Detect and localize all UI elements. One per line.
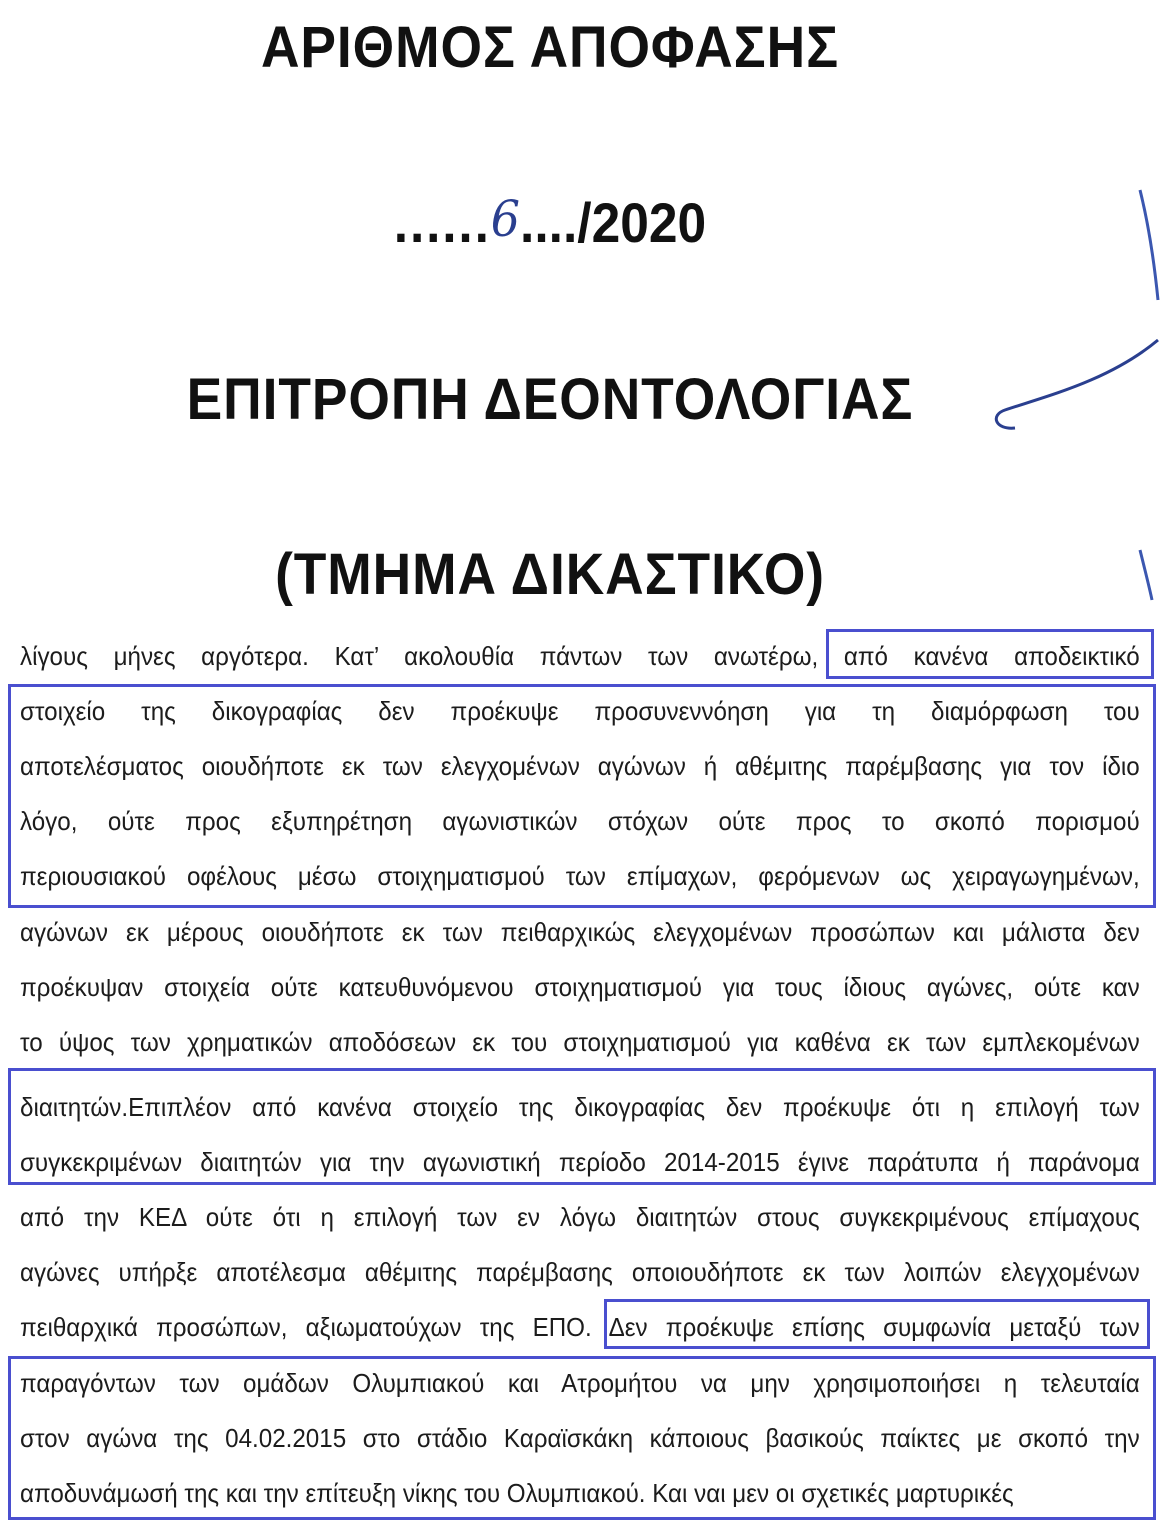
committee-heading: ΕΠΙΤΡΟΠΗ ΔΕΟΝΤΟΛΟΓΙΑΣ (186, 367, 914, 432)
decision-number-line (44, 190, 1056, 255)
text-line: διαιτητών.Επιπλέον από κανένα στοιχείο της δικογραφίας δεν προέκυψε ότι η επιλογή των (20, 1092, 1140, 1122)
text-line: περιουσιακού οφέλους μέσω στοιχηματισμού των επίμαχων, φερόμενων ως χειραγωγημένων, (20, 861, 1140, 891)
text-line: στον αγώνα της 04.02.2015 στο στάδιο Καραϊσκάκη κάποιους βασικούς παίκτες με σκοπό την (20, 1423, 1140, 1453)
text-line: συγκεκριμένων διαιτητών για την αγωνιστική περίοδο 2014-2015 έγινε παράτυπα ή παράνομα (20, 1147, 1140, 1177)
text-line: πειθαρχικά προσώπων, αξιωματούχων της ΕΠΟ. Δεν προέκυψε επίσης συμφωνία μεταξύ των (20, 1312, 1140, 1342)
text-line: αποτελέσματος οιουδήποτε εκ των ελεγχομένων αγώνων ή αθέμιτης παρέμβασης για τον ίδιο (20, 751, 1140, 781)
text-line: στοιχείο της δικογραφίας δεν προέκυψε προσυνεννόηση για τη διαμόρφωση του (20, 696, 1140, 726)
text-line: από την ΚΕΔ ούτε ότι η επιλογή των εν λόγω διαιτητών στους συγκεκριμένους επίμαχους (20, 1202, 1140, 1232)
text-line: λίγους μήνες αργότερα. Κατ’ ακολουθία πάντων των ανωτέρω, από κανένα αποδεικτικό (20, 641, 1140, 671)
text-line: παραγόντων των ομάδων Ολυμπιακού και Ατρομήτου να μην χρησιμοποιήσει η τελευταία (20, 1368, 1140, 1398)
signature-mark (0, 0, 1160, 620)
section-heading: (ΤΜΗΜΑ ΔΙΚΑΣΤΙΚΟ) (275, 542, 825, 607)
text-line: λόγο, ούτε προς εξυπηρέτηση αγωνιστικών στόχων ούτε προς το σκοπό πορισμού (20, 806, 1140, 836)
text-line: αποδυνάμωσή της και την επίτευξη νίκης του Ολυμπιακού. Και ναι μεν οι σχετικές μαρτυρικές (20, 1478, 1014, 1508)
decision-number-heading: ΑΡΙΘΜΟΣ ΑΠΟΦΑΣΗΣ (260, 15, 840, 80)
text-line: το ύψος των χρηματικών αποδόσεων εκ του στοιχηματισμού για καθένα εκ των εμπλεκομένων (20, 1027, 1140, 1057)
number-dots-before: ...... (393, 191, 491, 254)
text-line: αγώνες υπήρξε αποτέλεσμα αθέμιτης παρέμβασης οποιουδήποτε εκ των λοιπών ελεγχομένων (20, 1257, 1140, 1287)
text-line: προέκυψαν στοιχεία ούτε κατευθυνόμενου στοιχηματισμού για τους ίδιους αγώνες, ούτε καν (20, 972, 1140, 1002)
number-dots-after: ..../2020 (519, 191, 707, 254)
handwritten-number: 6 (490, 190, 520, 248)
text-line: αγώνων εκ μέρους οιουδήποτε εκ των πειθαρχικώς ελεγχομένων προσώπων και μάλιστα δεν (20, 917, 1140, 947)
